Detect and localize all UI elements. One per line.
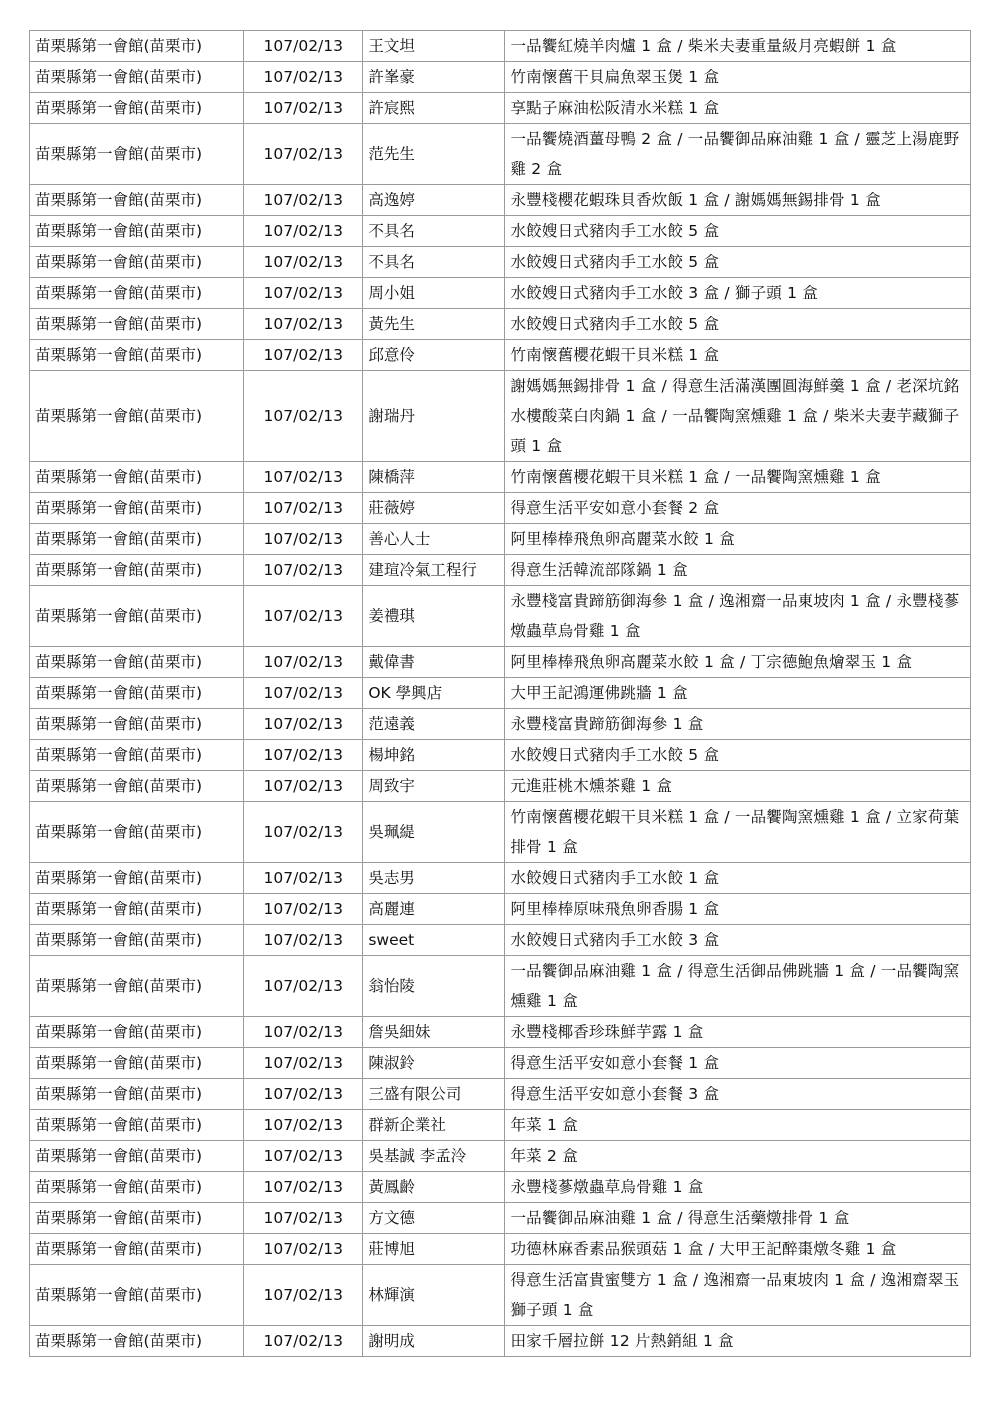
date-cell: 107/02/13 [244, 247, 363, 278]
date-cell: 107/02/13 [244, 1048, 363, 1079]
items-cell: 永豐棧富貴蹄筋御海參 1 盒 [505, 709, 971, 740]
table-row [30, 247, 971, 278]
table-row [30, 956, 971, 1017]
venue-cell: 苗栗縣第一會館(苗栗市) [30, 647, 244, 678]
venue-cell: 苗栗縣第一會館(苗栗市) [30, 1141, 244, 1172]
items-cell: 阿里棒棒飛魚卵高麗菜水餃 1 盒 / 丁宗德鮑魚燴翠玉 1 盒 [505, 647, 971, 678]
date-cell: 107/02/13 [244, 185, 363, 216]
date-cell: 107/02/13 [244, 647, 363, 678]
venue-cell: 苗栗縣第一會館(苗栗市) [30, 216, 244, 247]
venue-cell: 苗栗縣第一會館(苗栗市) [30, 956, 244, 1017]
date-cell: 107/02/13 [244, 340, 363, 371]
table-row [30, 278, 971, 309]
venue-cell: 苗栗縣第一會館(苗栗市) [30, 462, 244, 493]
items-cell: 大甲王記鴻運佛跳牆 1 盒 [505, 678, 971, 709]
donor-cell: sweet [363, 925, 505, 956]
items-cell: 一品饗紅燒羊肉爐 1 盒 / 柴米夫妻重量級月亮蝦餅 1 盒 [505, 31, 971, 62]
table-row [30, 1265, 971, 1326]
date-cell: 107/02/13 [244, 1203, 363, 1234]
table-row [30, 802, 971, 863]
venue-cell: 苗栗縣第一會館(苗栗市) [30, 678, 244, 709]
items-cell: 永豐棧椰香珍珠鮮芋露 1 盒 [505, 1017, 971, 1048]
table-row [30, 124, 971, 185]
date-cell: 107/02/13 [244, 1017, 363, 1048]
venue-cell: 苗栗縣第一會館(苗栗市) [30, 524, 244, 555]
items-cell: 功德林麻香素品猴頭菇 1 盒 / 大甲王記醉棗燉冬雞 1 盒 [505, 1234, 971, 1265]
items-cell: 阿里棒棒原味飛魚卵香腸 1 盒 [505, 894, 971, 925]
venue-cell: 苗栗縣第一會館(苗栗市) [30, 1048, 244, 1079]
table-row [30, 524, 971, 555]
donor-cell: 不具名 [363, 247, 505, 278]
venue-cell: 苗栗縣第一會館(苗栗市) [30, 1172, 244, 1203]
date-cell: 107/02/13 [244, 1079, 363, 1110]
venue-cell: 苗栗縣第一會館(苗栗市) [30, 62, 244, 93]
table-row [30, 863, 971, 894]
date-cell: 107/02/13 [244, 124, 363, 185]
items-cell: 一品饗燒酒薑母鴨 2 盒 / 一品饗御品麻油雞 1 盒 / 靈芝上湯鹿野雞 2 盒 [505, 124, 971, 185]
venue-cell: 苗栗縣第一會館(苗栗市) [30, 1079, 244, 1110]
items-cell: 竹南懷舊櫻花蝦干貝米糕 1 盒 / 一品饗陶窯燻雞 1 盒 / 立家荷葉排骨 1 盒 [505, 802, 971, 863]
date-cell: 107/02/13 [244, 586, 363, 647]
venue-cell: 苗栗縣第一會館(苗栗市) [30, 1265, 244, 1326]
items-cell: 水餃嫂日式豬肉手工水餃 5 盒 [505, 247, 971, 278]
donor-cell: 吳基誠 李孟泠 [363, 1141, 505, 1172]
table-row [30, 771, 971, 802]
donor-cell: 邱意伶 [363, 340, 505, 371]
table-row [30, 185, 971, 216]
donor-cell: 許峯豪 [363, 62, 505, 93]
venue-cell: 苗栗縣第一會館(苗栗市) [30, 124, 244, 185]
date-cell: 107/02/13 [244, 555, 363, 586]
venue-cell: 苗栗縣第一會館(苗栗市) [30, 493, 244, 524]
venue-cell: 苗栗縣第一會館(苗栗市) [30, 1017, 244, 1048]
table-row [30, 925, 971, 956]
donor-cell: 莊博旭 [363, 1234, 505, 1265]
table-row [30, 709, 971, 740]
items-cell: 竹南懷舊櫻花蝦干貝米糕 1 盒 [505, 340, 971, 371]
donor-cell: 范先生 [363, 124, 505, 185]
donor-cell: 莊薇婷 [363, 493, 505, 524]
table-row [30, 62, 971, 93]
items-cell: 永豐棧蔘燉蟲草烏骨雞 1 盒 [505, 1172, 971, 1203]
items-cell: 永豐棧櫻花蝦珠貝香炊飯 1 盒 / 謝媽媽無錫排骨 1 盒 [505, 185, 971, 216]
table-row [30, 371, 971, 462]
date-cell: 107/02/13 [244, 1172, 363, 1203]
venue-cell: 苗栗縣第一會館(苗栗市) [30, 1110, 244, 1141]
items-cell: 得意生活韓流部隊鍋 1 盒 [505, 555, 971, 586]
venue-cell: 苗栗縣第一會館(苗栗市) [30, 709, 244, 740]
date-cell: 107/02/13 [244, 925, 363, 956]
venue-cell: 苗栗縣第一會館(苗栗市) [30, 278, 244, 309]
table-row [30, 555, 971, 586]
date-cell: 107/02/13 [244, 31, 363, 62]
donor-cell: 群新企業社 [363, 1110, 505, 1141]
table-row [30, 31, 971, 62]
donor-cell: 吳志男 [363, 863, 505, 894]
table-row [30, 678, 971, 709]
donation-table-body [30, 31, 971, 1357]
date-cell: 107/02/13 [244, 1141, 363, 1172]
items-cell: 永豐棧富貴蹄筋御海參 1 盒 / 逸湘齋一品東坡肉 1 盒 / 永豐棧蔘燉蟲草烏骨雞 1 盒 [505, 586, 971, 647]
donor-cell: 吳珮緹 [363, 802, 505, 863]
table-row [30, 1172, 971, 1203]
venue-cell: 苗栗縣第一會館(苗栗市) [30, 1203, 244, 1234]
donor-cell: 三盛有限公司 [363, 1079, 505, 1110]
table-row [30, 1048, 971, 1079]
table-row [30, 1079, 971, 1110]
date-cell: 107/02/13 [244, 740, 363, 771]
donor-cell: 陳橋萍 [363, 462, 505, 493]
venue-cell: 苗栗縣第一會館(苗栗市) [30, 185, 244, 216]
donor-cell: 黃鳳齡 [363, 1172, 505, 1203]
donor-cell: 善心人士 [363, 524, 505, 555]
items-cell: 阿里棒棒飛魚卵高麗菜水餃 1 盒 [505, 524, 971, 555]
items-cell: 水餃嫂日式豬肉手工水餃 5 盒 [505, 216, 971, 247]
donor-cell: 不具名 [363, 216, 505, 247]
venue-cell: 苗栗縣第一會館(苗栗市) [30, 340, 244, 371]
donor-cell: 建瑄冷氣工程行 [363, 555, 505, 586]
items-cell: 一品饗御品麻油雞 1 盒 / 得意生活御品佛跳牆 1 盒 / 一品饗陶窯燻雞 1 盒 [505, 956, 971, 1017]
venue-cell: 苗栗縣第一會館(苗栗市) [30, 1234, 244, 1265]
date-cell: 107/02/13 [244, 1110, 363, 1141]
date-cell: 107/02/13 [244, 894, 363, 925]
date-cell: 107/02/13 [244, 216, 363, 247]
donor-cell: 周致宇 [363, 771, 505, 802]
table-row [30, 1110, 971, 1141]
items-cell: 水餃嫂日式豬肉手工水餃 1 盒 [505, 863, 971, 894]
items-cell: 水餃嫂日式豬肉手工水餃 3 盒 / 獅子頭 1 盒 [505, 278, 971, 309]
donor-cell: 黃先生 [363, 309, 505, 340]
items-cell: 年菜 2 盒 [505, 1141, 971, 1172]
date-cell: 107/02/13 [244, 956, 363, 1017]
donor-cell: 戴偉書 [363, 647, 505, 678]
date-cell: 107/02/13 [244, 371, 363, 462]
venue-cell: 苗栗縣第一會館(苗栗市) [30, 371, 244, 462]
venue-cell: 苗栗縣第一會館(苗栗市) [30, 93, 244, 124]
donor-cell: 周小姐 [363, 278, 505, 309]
venue-cell: 苗栗縣第一會館(苗栗市) [30, 247, 244, 278]
date-cell: 107/02/13 [244, 709, 363, 740]
date-cell: 107/02/13 [244, 62, 363, 93]
donor-cell: 許宸熙 [363, 93, 505, 124]
venue-cell: 苗栗縣第一會館(苗栗市) [30, 555, 244, 586]
donor-cell: OK 學興店 [363, 678, 505, 709]
items-cell: 享點子麻油松阪清水米糕 1 盒 [505, 93, 971, 124]
items-cell: 田家千層拉餅 12 片熱銷組 1 盒 [505, 1326, 971, 1357]
table-row [30, 1326, 971, 1357]
items-cell: 謝媽媽無錫排骨 1 盒 / 得意生活滿漢團圓海鮮羹 1 盒 / 老深坑銘水樓酸菜白肉鍋 1 盒 / 一品饗陶窯燻雞 1 盒 / 柴米夫妻芋藏獅子頭 1 盒 [505, 371, 971, 462]
table-row [30, 740, 971, 771]
table-row [30, 1017, 971, 1048]
venue-cell: 苗栗縣第一會館(苗栗市) [30, 1326, 244, 1357]
table-row [30, 586, 971, 647]
date-cell: 107/02/13 [244, 1234, 363, 1265]
items-cell: 水餃嫂日式豬肉手工水餃 3 盒 [505, 925, 971, 956]
table-row [30, 309, 971, 340]
table-row [30, 93, 971, 124]
items-cell: 水餃嫂日式豬肉手工水餃 5 盒 [505, 740, 971, 771]
donor-cell: 謝瑞丹 [363, 371, 505, 462]
table-row [30, 340, 971, 371]
donor-cell: 范遠義 [363, 709, 505, 740]
items-cell: 年菜 1 盒 [505, 1110, 971, 1141]
items-cell: 一品饗御品麻油雞 1 盒 / 得意生活藥燉排骨 1 盒 [505, 1203, 971, 1234]
items-cell: 竹南懷舊干貝扁魚翠玉煲 1 盒 [505, 62, 971, 93]
donor-cell: 詹吳細妹 [363, 1017, 505, 1048]
venue-cell: 苗栗縣第一會館(苗栗市) [30, 894, 244, 925]
donor-cell: 楊坤銘 [363, 740, 505, 771]
date-cell: 107/02/13 [244, 309, 363, 340]
donation-table [29, 30, 971, 1357]
table-row [30, 1141, 971, 1172]
donor-cell: 高逸婷 [363, 185, 505, 216]
table-row [30, 894, 971, 925]
venue-cell: 苗栗縣第一會館(苗栗市) [30, 863, 244, 894]
items-cell: 元進莊桃木燻茶雞 1 盒 [505, 771, 971, 802]
table-row [30, 1203, 971, 1234]
items-cell: 水餃嫂日式豬肉手工水餃 5 盒 [505, 309, 971, 340]
date-cell: 107/02/13 [244, 93, 363, 124]
date-cell: 107/02/13 [244, 678, 363, 709]
date-cell: 107/02/13 [244, 462, 363, 493]
table-row [30, 647, 971, 678]
donor-cell: 謝明成 [363, 1326, 505, 1357]
items-cell: 得意生活平安如意小套餐 2 盒 [505, 493, 971, 524]
venue-cell: 苗栗縣第一會館(苗栗市) [30, 31, 244, 62]
date-cell: 107/02/13 [244, 771, 363, 802]
venue-cell: 苗栗縣第一會館(苗栗市) [30, 925, 244, 956]
items-cell: 得意生活富貴蜜雙方 1 盒 / 逸湘齋一品東坡肉 1 盒 / 逸湘齋翠玉獅子頭 1 盒 [505, 1265, 971, 1326]
table-row [30, 216, 971, 247]
date-cell: 107/02/13 [244, 1326, 363, 1357]
date-cell: 107/02/13 [244, 524, 363, 555]
items-cell: 竹南懷舊櫻花蝦干貝米糕 1 盒 / 一品饗陶窯燻雞 1 盒 [505, 462, 971, 493]
venue-cell: 苗栗縣第一會館(苗栗市) [30, 586, 244, 647]
venue-cell: 苗栗縣第一會館(苗栗市) [30, 802, 244, 863]
date-cell: 107/02/13 [244, 863, 363, 894]
venue-cell: 苗栗縣第一會館(苗栗市) [30, 771, 244, 802]
table-row [30, 462, 971, 493]
donor-cell: 林輝演 [363, 1265, 505, 1326]
donor-cell: 翁怡陵 [363, 956, 505, 1017]
date-cell: 107/02/13 [244, 493, 363, 524]
donor-cell: 高麗連 [363, 894, 505, 925]
venue-cell: 苗栗縣第一會館(苗栗市) [30, 309, 244, 340]
items-cell: 得意生活平安如意小套餐 1 盒 [505, 1048, 971, 1079]
date-cell: 107/02/13 [244, 278, 363, 309]
items-cell: 得意生活平安如意小套餐 3 盒 [505, 1079, 971, 1110]
venue-cell: 苗栗縣第一會館(苗栗市) [30, 740, 244, 771]
date-cell: 107/02/13 [244, 802, 363, 863]
donor-cell: 方文德 [363, 1203, 505, 1234]
table-row [30, 1234, 971, 1265]
table-row [30, 493, 971, 524]
donor-cell: 王文坦 [363, 31, 505, 62]
date-cell: 107/02/13 [244, 1265, 363, 1326]
donor-cell: 陳淑鈴 [363, 1048, 505, 1079]
donor-cell: 姜禮琪 [363, 586, 505, 647]
